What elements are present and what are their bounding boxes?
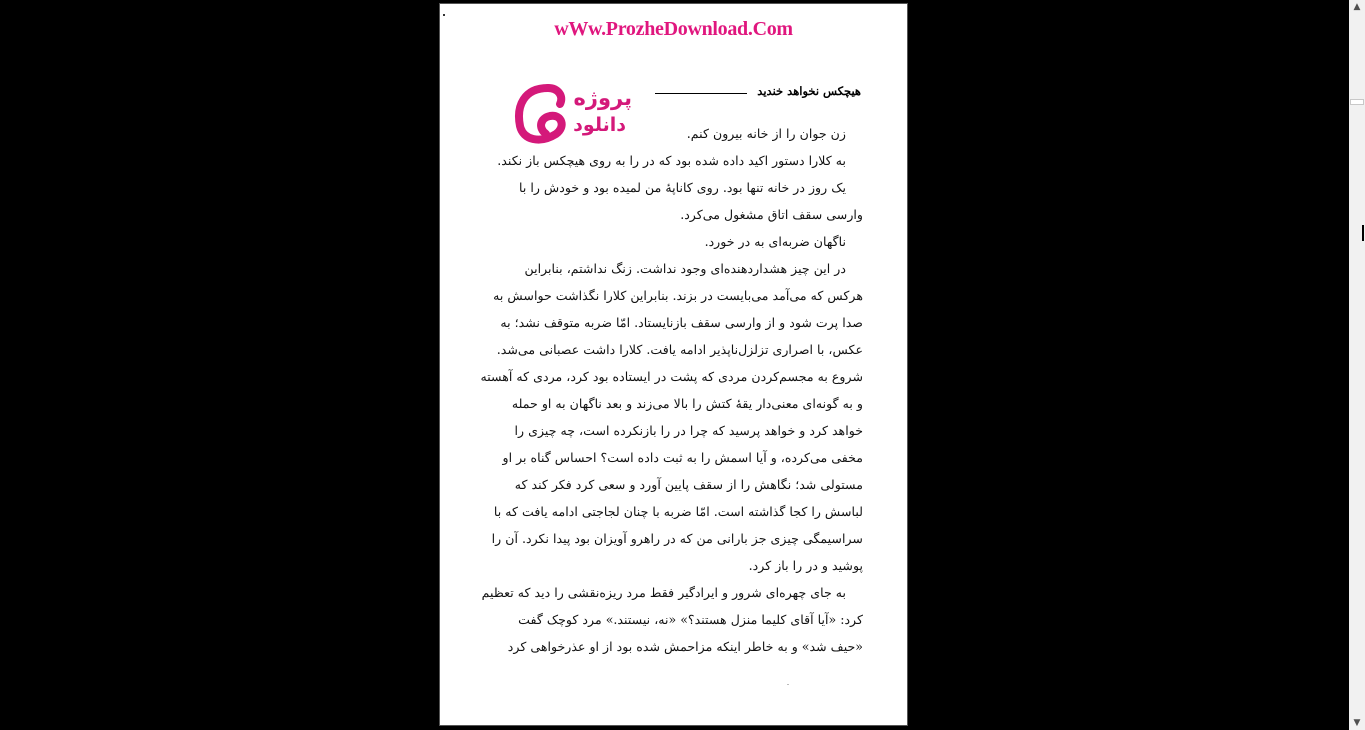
text-line: به جای چهره‌ای شرور و ایرادگیر فقط مرد ریزه‌نقشی را دید که تعظیم (481, 585, 846, 600)
text-line: سراسیمگی چیزی جز بارانی من که در راهرو آویزان بود پیدا نکرد. آن را (491, 531, 863, 546)
page-speck (443, 14, 445, 16)
text-line: در این چیز هشداردهنده‌ای وجود نداشت. زنگ نداشتم، بنابراین (524, 261, 846, 276)
document-page (439, 3, 908, 726)
chapter-title: هیچکس نخواهد خندید (757, 84, 861, 98)
text-line: کرد: «آیا آقای کلیما منزل هستند؟» «نه، نیستند.» مرد کوچک گفت (518, 612, 863, 627)
text-line: مخفی می‌کرده، و آیا اسمش را به ثبت داده است؟ احساس گناه بر او (502, 450, 863, 465)
text-line: به کلارا دستور اکید داده شده بود که در را به روی هیچکس باز نکند. (497, 153, 846, 168)
text-line: مستولی شد؛ نگاهش را از سقف پایین آورد و سعی کرد فکر کند که (514, 477, 863, 492)
text-line: «حیف شد» و به خاطر اینکه مزاحمش شده بود از او عذرخواهی کرد (507, 639, 863, 654)
text-line: هرکس که می‌آمد می‌بایست در بزند. بنابراین کلارا نگذاشت حواسش به (493, 288, 863, 303)
text-line: ناگهان ضربه‌ای به در خورد. (704, 234, 846, 249)
text-line: صدا پرت شود و از وارسی سقف بازنایستاد. امّا ضربه متوقف نشد؛ به (500, 315, 863, 330)
document-body (480, 120, 863, 660)
text-line: وارسی سقف اتاق مشغول می‌کرد. (680, 207, 863, 222)
site-url-header: wWw.ProzheDownload.Com (554, 18, 793, 40)
chapter-rule (655, 93, 747, 94)
text-line: زن جوان را از خانه بیرون کنم. (686, 126, 846, 141)
text-line: یک روز در خانه تنها بود. روی کاناپهٔ من لمیده بود و خودش را با (518, 180, 846, 195)
text-line: پوشید و در را باز کرد. (748, 558, 863, 573)
scrollbar-thumb[interactable] (1350, 99, 1364, 105)
text-line: خواهد کرد و خواهد پرسید که چرا در را بازنکرده است، چه چیزی را (514, 423, 863, 438)
logo-line-2: دانلود (573, 114, 626, 136)
page-speck-bottom (787, 684, 789, 685)
vertical-scrollbar[interactable] (1349, 0, 1365, 730)
text-cursor-icon (1362, 225, 1364, 241)
scroll-down-arrow-icon[interactable]: ▼ (1353, 718, 1361, 728)
logo-line-1: پروژه (573, 86, 632, 110)
scroll-up-arrow-icon[interactable]: ▲ (1353, 2, 1361, 12)
text-line: لباسش را کجا گذاشته است. امّا ضربه با چنان لجاجتی ادامه یافت که با (493, 504, 863, 519)
text-line: و به گونه‌ای معنی‌دار یقهٔ کتش را بالا می‌زند و بعد ناگهان به او حمله (511, 396, 863, 411)
text-line: عکس، با اصراری تزلزل‌ناپذیر ادامه یافت. کلارا داشت عصبانی می‌شد. (496, 342, 863, 357)
text-line: شروع به مجسم‌کردن مردی که پشت در ایستاده بود کرد، مردی که آهسته (480, 369, 863, 384)
